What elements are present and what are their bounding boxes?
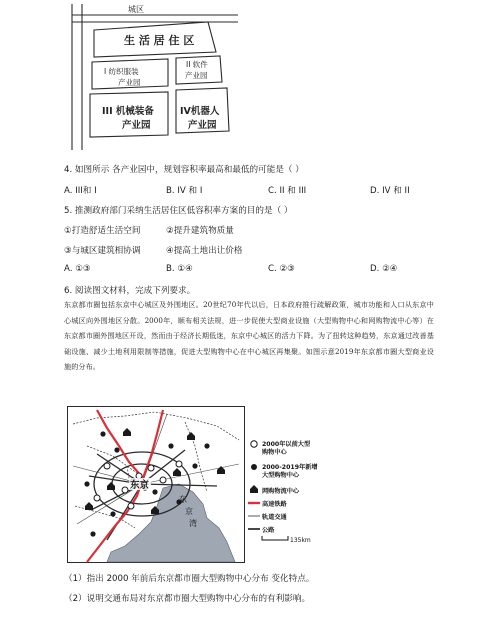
mall-new-marker — [110, 511, 115, 516]
mall-new-marker — [204, 443, 209, 448]
q6-stem: 6. 阅读图文材料，完成下列要求。 — [64, 286, 196, 296]
mall-new-marker — [168, 443, 173, 448]
mall-new-marker — [114, 447, 119, 452]
legend-rail: 高速铁路 — [262, 501, 287, 508]
q4-option-a[interactable]: A. III和 I — [64, 186, 97, 196]
q4-option-b[interactable]: B. IV 和 I — [166, 186, 203, 196]
mall-before-2000-marker — [122, 487, 128, 493]
mall-before-2000-marker — [128, 503, 134, 509]
q5-option-a[interactable]: A. ①③ — [64, 264, 91, 274]
bay-label-2: 京 — [185, 507, 193, 516]
mall-new-marker — [192, 463, 197, 468]
mall-new-marker — [84, 481, 89, 486]
tokyo-map — [67, 406, 245, 563]
tokyo-city-label: 东京 — [130, 480, 150, 491]
park-1-label-line2: 产业园 — [118, 78, 141, 87]
park-3-label-line1: III 机械装备 — [102, 106, 154, 117]
legend-house-icon — [250, 485, 258, 493]
mall-new-marker — [90, 531, 95, 536]
park-2-label-line1: II 软件 — [186, 60, 208, 69]
q5-stem: 5. 推测政府部门采纳生活居住区低容积率方案的目的是（ ） — [64, 206, 293, 216]
living-zone-label: 生 活 居 住 区 — [124, 34, 195, 47]
mall-before-2000-marker — [176, 461, 182, 467]
q5-option-c[interactable]: C. ②③ — [268, 264, 295, 274]
mall-before-2000-marker — [160, 477, 166, 483]
mall-before-2000-marker — [104, 463, 110, 469]
park-3-label-line2: 产业园 — [122, 120, 151, 131]
park-1-label-line1: I 纺织服装 — [104, 67, 139, 76]
park-2-label-line2: 产业园 — [185, 71, 208, 80]
bay-label-3: 湾 — [189, 519, 197, 528]
legend-open-circle-icon — [251, 441, 257, 447]
urban-area-label: 城区 — [128, 5, 144, 14]
q4-option-d[interactable]: D. IV 和 II — [370, 186, 410, 196]
legend-before-2000-line1: 2000年以前大型 — [262, 441, 311, 448]
mall-new-marker — [152, 489, 157, 494]
q4-stem: 4. 如图所示 各产业园中，规划容积率最高和最低的可能是（ ） — [64, 165, 304, 175]
q4-option-c[interactable]: C. II 和 III — [268, 186, 307, 196]
q6-sub-2: （2）说明交通布局对东京都市圈大型购物中心分布的有利影响。 — [64, 594, 311, 604]
scale-label: 135km — [290, 537, 311, 544]
q5-item-2: ②提升建筑物质量 — [166, 226, 234, 236]
q5-item-3: ③与城区建筑相协调 — [64, 246, 141, 256]
mall-new-marker — [100, 431, 105, 436]
map-legend — [248, 436, 346, 544]
legend-new-line2: 大型购物中心 — [262, 472, 300, 479]
mall-before-2000-marker — [94, 495, 100, 501]
park-4-label-line1: IV机器人 — [180, 106, 220, 117]
legend-transit: 轨道交通 — [262, 514, 287, 521]
legend-before-2000-line2: 购物中心 — [262, 449, 287, 456]
scale-bar — [262, 536, 288, 540]
legend-new-line1: 2000-2019年新增 — [262, 464, 318, 471]
park-4-label-line2: 产业园 — [188, 120, 217, 131]
q6-passage: 东京都市圈包括东京中心城区及外围地区。20世纪70年代以后，日本政府推行疏解政策，城市功能和人口从东京中心城区向外围地区分散。2000年，顺布相关法规，进一步促使大型商业设施（大型购物中心和网购物流中心等）在东京都市圈外围地区开设，然而由于经济长期低迷，东京中心城区的活力下降。为了扭转这种趋势，东京通过改善基础设施、减少土地利用限制等措施，促进大型购物中心在中心城区再集聚。如图示意2019年东京都市圈大型商业设施的分布。 — [64, 300, 434, 372]
bay-label-1: 东 — [179, 495, 187, 504]
q5-option-d[interactable]: D. ②④ — [370, 264, 398, 274]
q5-option-b[interactable]: B. ①④ — [166, 264, 193, 274]
legend-filled-circle-icon — [251, 464, 257, 470]
q5-item-4: ④提高土地出让价格 — [166, 246, 243, 256]
q5-item-1: ①打造舒适生活空间 — [64, 226, 141, 236]
q6-sub-1: （1）指出 2000 年前后东京都市圈大型购物中心分布 变化特点。 — [64, 574, 315, 584]
legend-logistics: 网购物流中心 — [262, 488, 300, 495]
mall-before-2000-marker — [148, 465, 154, 471]
zoning-map — [70, 0, 240, 155]
legend-road: 公路 — [262, 527, 275, 534]
